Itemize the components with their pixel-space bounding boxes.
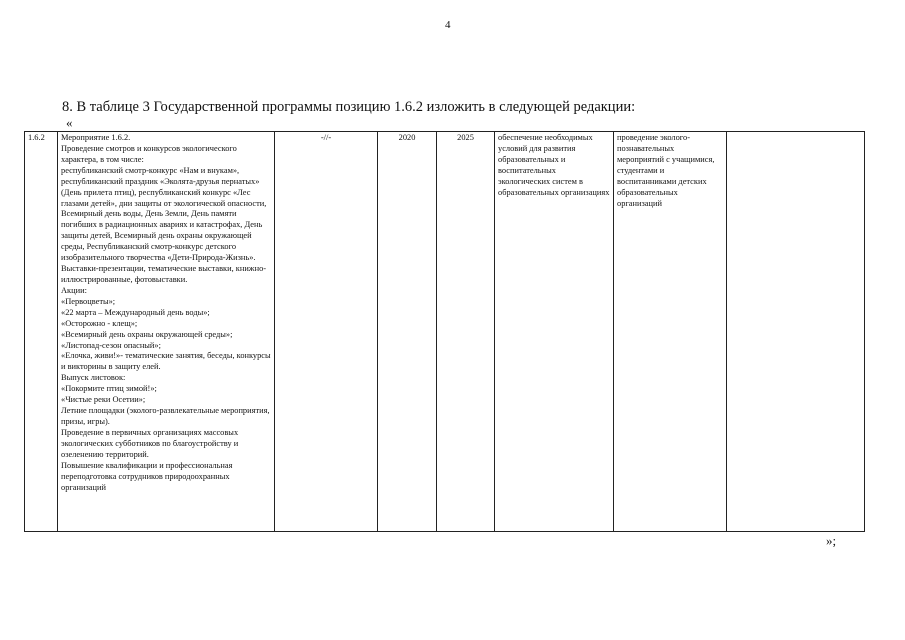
table-row [25,132,865,532]
closing-quote-mark: »; [826,533,837,548]
start-year-cell: 2020 [378,132,437,532]
measure-description-cell: Мероприятие 1.6.2. Проведение смотров и конкурсов экологического характера, в том числе: республиканский смотр-конкурс «Нам и внукам», республиканский праздник «Эколята-друзья пернатых» (День прилета птиц), республиканский конкурс «Лес глазами детей», дни защиты от экологической опасности, Всемирный день воды, День Земли, День памяти погибших в радиационных авариях и катастрофах, День защиты детей, Всемирный день охраны окружающей среды, Республиканский смотр-конкурс детского изобразительного творчества «Дети-Природа-Жизнь». Выставки-презентации, тематические выставки, книжно-иллюстрированные, фотовыставки. Акции: «Первоцветы»; «22 марта – Международный день воды»; «Осторожно - клещ»; «Всемирный день охраны окружающей среды»; «Листопад-сезон опасный»; «Елочка, живи!»- тематические занятия, беседы, конкурсы и викторины в защиту елей. Выпуск листовок: «Покормите птиц зимой!»; «Чистые реки Осетии»; Летние площадки (эколого-развлекательные мероприятия, призы, игры). Проведение в первичных организациях массовых экологических субботников по благоустройству и озеленению территорий. Повышение квалификации и профессиональная переподготовка сотрудников природоохранных организаций [58,132,275,532]
page-number: 4 [445,19,451,31]
amendment-heading: 8. В таблице 3 Государственной программы позицию 1.6.2 изложить в следующей редакции: [62,99,636,115]
expected-result-cell: обеспечение необходимых условий для развития образовательных и воспитательных экологических систем в образовательных организациях [495,132,614,532]
empty-cell [727,132,865,532]
position-code-cell: 1.6.2 [25,132,58,532]
end-year-cell: 2025 [437,132,495,532]
executor-cell: -//- [275,132,378,532]
indicator-cell: проведение эколого-познавательных мероприятий с учащимися, студентами и воспитанниками детских образовательных организаций [614,132,727,532]
opening-quote-mark: « [66,115,73,130]
program-table [24,131,865,532]
